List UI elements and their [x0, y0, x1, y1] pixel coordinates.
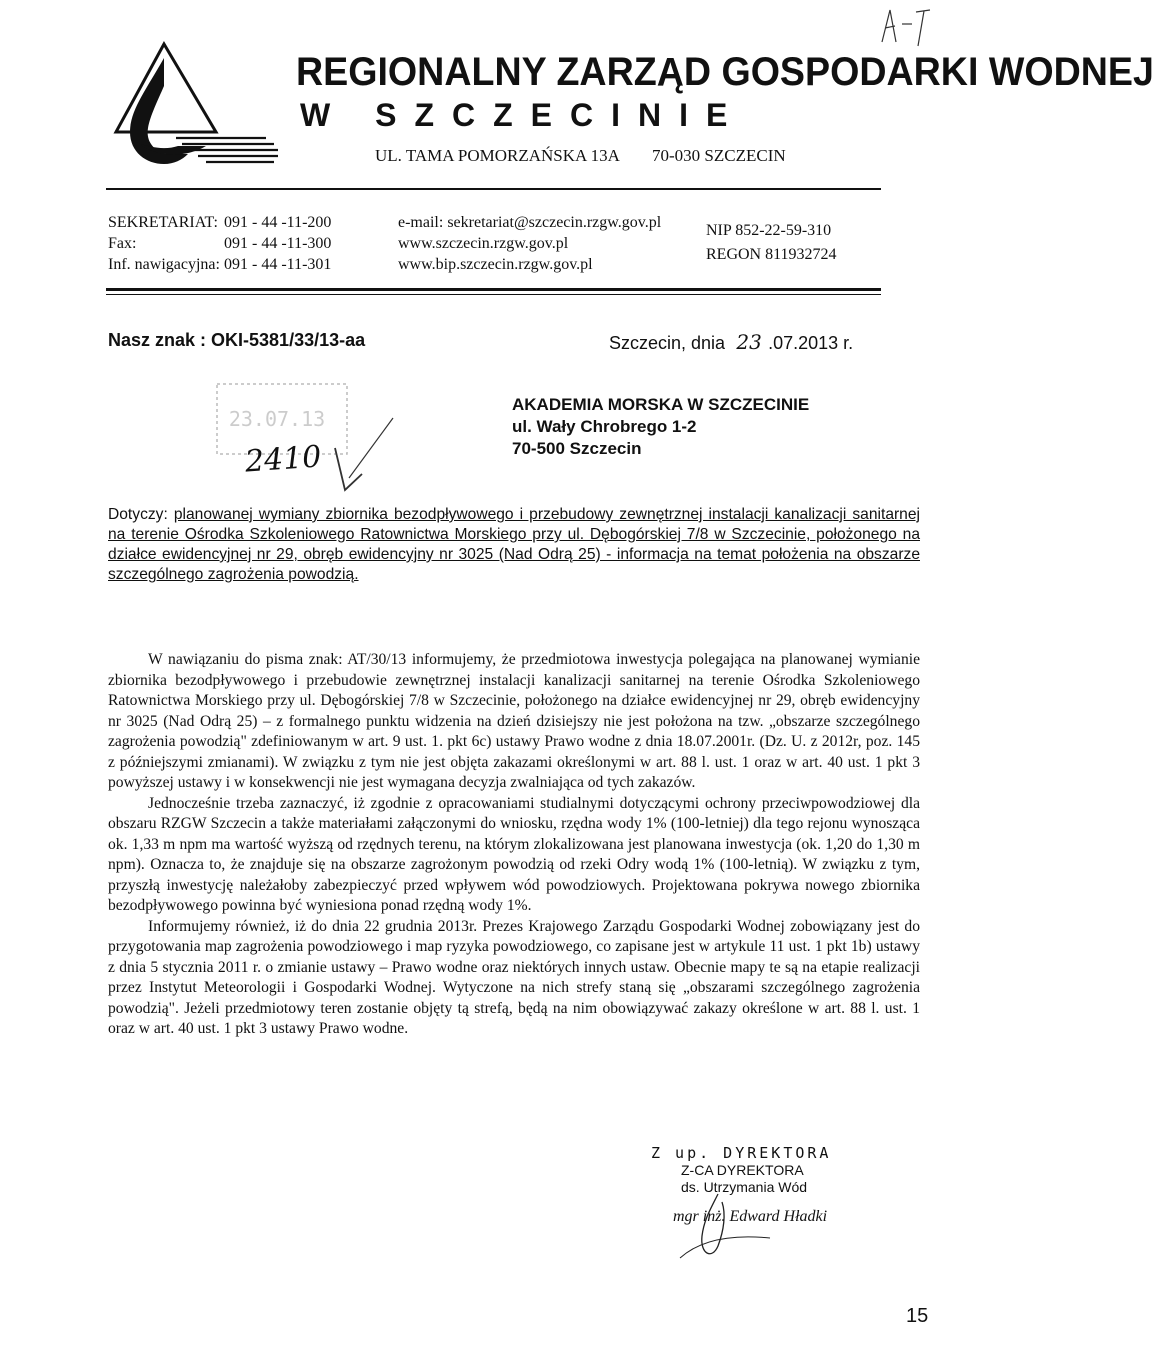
reference-number: Nasz znak : OKI-5381/33/13-aa [108, 330, 366, 350]
phone-number: 091 - 44 -11-300 [224, 235, 332, 252]
contact-phones [224, 212, 331, 275]
received-stamp [197, 378, 367, 498]
contact-divider-thick [106, 288, 881, 291]
page-number: 15 [906, 1305, 929, 1327]
signature-line-on-behalf: Z up. DYREKTORA [651, 1144, 832, 1162]
svg-text:23.07.13: 23.07.13 [228, 407, 326, 431]
stamp-outline-icon [197, 378, 367, 498]
tax-ids [706, 219, 837, 267]
water-drop-logo-icon [106, 40, 282, 170]
body-paragraph: W nawiązaniu do pisma znak: AT/30/13 informujemy, że przedmiotowa inwestycja polegająca na planowanej wymianie zbiornika bezodpływowego i przebudowie zewnętrznej instalacji kanalizacji sanitarnej na terenie Ośrodka Szkoleniowego Ratownictwa Morskiego przy ul. Dębogórskiej 7/8 w Szczecinie, położonego na działce ewidencyjnej nr 29, obręb ewidencyjny nr 3025 (Nad Odrą 25) – z formalnego punktu widzenia na dzień dzisiejszy nie jest położona na tzw. „obszarze szczególnego zagrożenia powodzią" zdefiniowanym w art. 9 ust. 1. pkt 6c) ustawy Prawo wodne z dnia 18.07.2001r. (Dz. U. z 2012r, poz. 145 z późniejszymi zmianami). W związku z tym nie jest objęta zakazami określonymi w art. 88 l. ust. 1 oraz w art. 40 ust. 1 pkt 3 powyższej ustawy i w konsekwencji nie jest wymagana decyzja zwalniająca od tych zakazów. [108, 651, 920, 791]
subject-text: planowanej wymiany zbiornika bezodpływowego i przebudowy zewnętrznej instalacji kanalizacji sanitarnej na terenie Ośrodka Szkoleniowego Ratownictwa Morskiego przy ul. Dębogórskiej 7/8 w Szczecinie, położonego na działce ewidencyjnej nr 29, obręb ewidencyjny nr 3025 (Nad Odrą 25) - informacja na temat położenia na obszarze szczególnego zagrożenia powodzią. [108, 506, 920, 583]
date-day-handwritten: 23 [736, 330, 762, 354]
nip-number: NIP 852-22-59-310 [706, 222, 832, 239]
street-address: UL. TAMA POMORZAŃSKA 13A [375, 146, 620, 165]
date-suffix: .07.2013 r. [768, 333, 854, 353]
org-logo [106, 40, 282, 170]
signatory-name: mgr inż. Edward Hładki [673, 1208, 828, 1225]
recipient-street: ul. Wały Chrobrego 1-2 [512, 417, 697, 436]
recipient-city: 70-500 Szczecin [512, 439, 642, 458]
organization-city: W SZCZECINIE [300, 97, 746, 133]
date-line [609, 330, 853, 354]
letter-body [108, 650, 920, 1040]
bip-address: www.bip.szczecin.rzgw.gov.pl [398, 256, 593, 273]
contact-label: Inf. nawigacyjna: [108, 256, 220, 273]
postal-city: 70-030 SZCZECIN [652, 146, 786, 165]
handwritten-corner-mark [876, 2, 932, 50]
contact-divider-thin [106, 294, 881, 295]
subject-block [108, 505, 920, 585]
handwritten-signature [660, 1180, 800, 1280]
signature-scribble-icon [660, 1180, 800, 1280]
contact-label: SEKRETARIAT: [108, 214, 218, 231]
date-prefix: Szczecin, dnia [609, 333, 726, 353]
subject-label: Dotyczy: [108, 506, 168, 523]
body-paragraph: Jednocześnie trzeba zaznaczyć, iż zgodnie z opracowaniami studialnymi dotyczącymi ochrony przeciwpowodziowej dla obszaru RZGW Szczecin a także materiałami załączonymi do wniosku, rzędna wody 1% (100-letniej) dla tego rejonu wynosząca ok. 1,33 m npm ma wartość wyższą od rzędnych terenu, na którym zlokalizowana jest planowana inwestycja (ok. 1,20 do 1,30 m npm). Oznacza to, że znajduje się na obszarze zagrożonym powodzią od rzeki Odry wodą 1% (100-letnią). W związku z tym, przyszłą inwestycję należałoby zabezpieczyć przed wpływem wód powodziowych. Projektowana pokrywa nowego zbiornika bezodpływowego powinna być wyniesiona ponad rzędną wody 1%. [108, 794, 920, 914]
handwritten-mark-icon [876, 2, 932, 50]
header-divider [106, 188, 881, 190]
contact-web [398, 212, 661, 275]
email-address: e-mail: sekretariat@szczecin.rzgw.gov.pl [398, 214, 662, 231]
body-paragraph: Informujemy również, iż do dnia 22 grudnia 2013r. Prezes Krajowego Zarządu Gospodarki Wodnej zobowiązany jest do przygotowania map zagrożenia powodziowego i map ryzyka powodziowego, co zapisane jest w artykule 11 ust. 1 pkt 1b) ustawy z dnia 5 stycznia 2011 r. o zmianie ustawy – Prawo wodne oraz niektórych innych ustaw. Obecnie mapy te są na etapie realizacji przez Instytut Meteorologii i Gospodarki Wodnej. Wytyczone na nich strefy staną się „obszarami szczególnego zagrożenia powodzią". Jeżeli przedmiotowy teren zostanie objęty tą strefą, będą na nim obowiązywać zakazy określone w art. 88 l. ust. 1 oraz w art. 40 ust. 1 pkt 3 ustawy Prawo wodne. [108, 917, 920, 1037]
signature-department: ds. Utrzymania Wód [681, 1179, 808, 1195]
phone-number: 091 - 44 -11-200 [224, 214, 332, 231]
contact-label: Fax: [108, 235, 137, 252]
contact-labels [108, 212, 220, 275]
phone-number: 091 - 44 -11-301 [224, 256, 332, 273]
signature-title: Z-CA DYREKTORA [681, 1162, 804, 1178]
regon-number: REGON 811932724 [706, 246, 837, 263]
recipient-address [512, 394, 809, 460]
website-address: www.szczecin.rzgw.gov.pl [398, 235, 569, 252]
recipient-name: AKADEMIA MORSKA W SZCZECINIE [512, 395, 810, 414]
organization-name: REGIONALNY ZARZĄD GOSPODARKI WODNEJ [296, 50, 1154, 94]
stamp-number-handwritten: 2410 [243, 439, 323, 480]
